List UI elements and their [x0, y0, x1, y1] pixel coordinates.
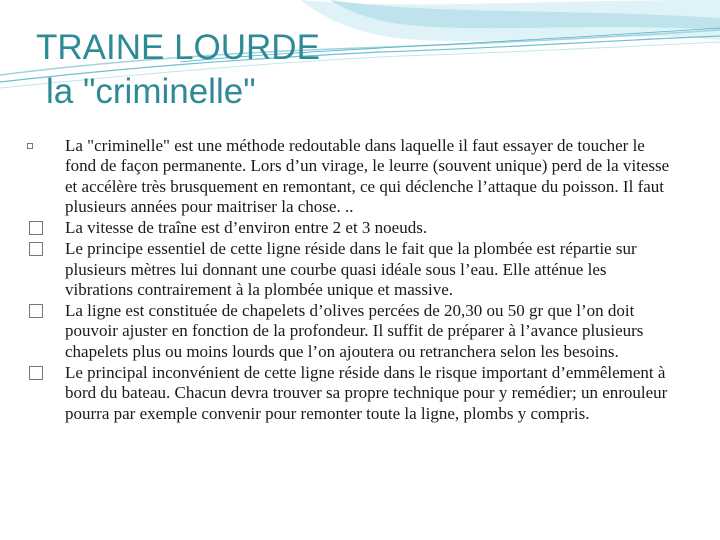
bullet-square-icon — [29, 221, 43, 235]
slide-content — [30, 136, 670, 425]
title-line-2: la "criminelle" — [46, 72, 256, 111]
slide-title — [36, 26, 320, 114]
paragraph-2-text: La vitesse de traîne est d’environ entre 2 et 3 noeuds. — [65, 218, 428, 238]
bullet-dot-icon — [27, 143, 33, 149]
title-line-1: TRAINE LOURDE — [36, 28, 320, 67]
paragraph-5 — [30, 363, 670, 424]
bullet-square-icon — [29, 242, 43, 256]
bullet-square-icon — [29, 366, 43, 380]
paragraph-1-text: La "criminelle" est une méthode redoutable dans laquelle il faut essayer de toucher le fond de façon permanente. Lors d’un virage, le leurre (souvent unique) perd de la vitesse et accélère très brusquement en remontant, ce qui déclenche l’attaque du poisson. Il faut plusieurs années pour maitriser la chose. .. — [65, 136, 670, 217]
paragraph-1 — [30, 136, 670, 218]
bullet-square-icon — [29, 304, 43, 318]
paragraph-3 — [30, 239, 670, 300]
paragraph-4-text: La ligne est constituée de chapelets d’olives percées de 20,30 ou 50 gr que l’on doit pouvoir ajuster en fonction de la profondeur. Il suffit de préparer à l’avance plusieurs chapelets plus ou moins lourds que l’on ajoutera ou retranchera selon les besoins. — [65, 301, 644, 361]
paragraph-2 — [30, 218, 670, 238]
paragraph-4 — [30, 301, 670, 362]
paragraph-3-text: Le principe essentiel de cette ligne réside dans le fait que la plombée est répartie sur plusieurs mètres lui donnant une courbe quasi idéale sous l’eau. Elle atténue les vibrations contrairement à la plombée unique et massive. — [65, 239, 637, 300]
paragraph-5-text: Le principal inconvénient de cette ligne réside dans le risque important d’emmêlement à bord du bateau. Chacun devra trouver sa propre technique pour y remédier; un enrouleur pourra par exemple convenir pour remonter toute la ligne, plombs y compris. — [65, 362, 668, 423]
